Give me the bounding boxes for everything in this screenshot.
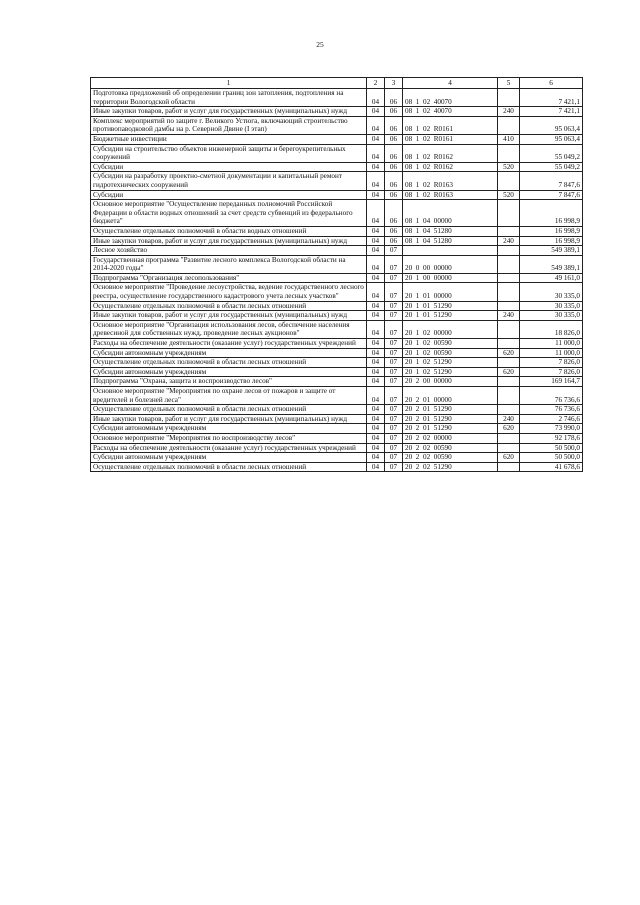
row-name-cell: Субсидии автономным учреждениям: [91, 348, 367, 358]
row-expense-type-cell: [498, 377, 520, 387]
row-name-cell: Осуществление отдельных полномочий в области лесных отношений: [91, 462, 367, 472]
row-name-cell: Подготовка предложений об определении границ зон затопления, подтопления на территории Вологодской области: [91, 89, 367, 107]
row-expense-type-cell: 620: [498, 453, 520, 463]
row-target-code-cell: 20 2 02 00590: [403, 443, 498, 453]
row-target-code-cell: 20 1 02 51290: [403, 358, 498, 368]
row-expense-type-cell: 620: [498, 424, 520, 434]
row-subsection-cell: 07: [385, 377, 403, 387]
row-target-code-cell: 08 1 02 40070: [403, 89, 498, 107]
table-row: [91, 144, 583, 162]
row-name-cell: Осуществление отдельных полномочий в области водных отношений: [91, 226, 367, 236]
row-amount-cell: 95 063,4: [520, 116, 583, 134]
row-name-cell: Основное мероприятие "Проведение лесоустройства, ведение государственного лесного реестра, осуществление государственного кадастрового учета лесных участков": [91, 283, 367, 301]
row-subsection-cell: 06: [385, 107, 403, 117]
row-target-code-cell: 08 1 02 R0161: [403, 134, 498, 144]
row-name-cell: Субсидии на строительство объектов инженерной защиты и берегоукрепительных сооружений: [91, 144, 367, 162]
row-subsection-cell: 06: [385, 190, 403, 200]
table-row: [91, 255, 583, 273]
row-amount-cell: 7 826,0: [520, 367, 583, 377]
row-amount-cell: 16 998,9: [520, 226, 583, 236]
row-subsection-cell: 06: [385, 200, 403, 227]
row-name-cell: Расходы на обеспечение деятельности (оказание услуг) государственных учреждений: [91, 339, 367, 349]
row-amount-cell: 95 063,4: [520, 134, 583, 144]
row-name-cell: Субсидии на разработку проектно-сметной документации и капитальный ремонт гидротехнических сооружений: [91, 172, 367, 190]
row-section-cell: 04: [367, 144, 385, 162]
table-row: [91, 424, 583, 434]
row-name-cell: Комплекс мероприятий по защите г. Великого Устюга, включающий строительство противопаводковой дамбы на р. Северной Двине (I этап): [91, 116, 367, 134]
row-target-code-cell: 20 2 02 51290: [403, 462, 498, 472]
row-subsection-cell: 06: [385, 172, 403, 190]
row-section-cell: 04: [367, 255, 385, 273]
column-header-target-code: 4: [403, 78, 498, 89]
row-name-cell: Основное мероприятие "Организация использования лесов, обеспечение населения древесиной для собственных нужд, проведение лесных аукционов": [91, 320, 367, 338]
table-row: [91, 311, 583, 321]
row-subsection-cell: 07: [385, 453, 403, 463]
row-name-cell: Основное мероприятие "Осуществление переданных полномочий Российской Федерации в области водных отношений за счет средств субвенций из федерального бюджета": [91, 200, 367, 227]
row-target-code-cell: 08 1 02 R0161: [403, 116, 498, 134]
row-amount-cell: 11 000,0: [520, 339, 583, 349]
row-amount-cell: 49 161,0: [520, 273, 583, 283]
row-section-cell: 04: [367, 462, 385, 472]
row-name-cell: Иные закупки товаров, работ и услуг для государственных (муниципальных) нужд: [91, 236, 367, 246]
table-row: [91, 405, 583, 415]
row-name-cell: Бюджетные инвестиции: [91, 134, 367, 144]
table-row: [91, 414, 583, 424]
row-name-cell: Лесное хозяйство: [91, 246, 367, 256]
row-target-code-cell: 20 2 01 51290: [403, 405, 498, 415]
row-name-cell: Субсидии автономным учреждениям: [91, 453, 367, 463]
row-amount-cell: 55 049,2: [520, 144, 583, 162]
row-target-code-cell: 20 2 00 00000: [403, 377, 498, 387]
row-target-code-cell: 20 2 01 51290: [403, 414, 498, 424]
row-target-code-cell: 20 2 01 51290: [403, 424, 498, 434]
row-amount-cell: 30 335,0: [520, 311, 583, 321]
row-target-code-cell: 08 1 02 40070: [403, 107, 498, 117]
row-section-cell: 04: [367, 190, 385, 200]
row-expense-type-cell: [498, 172, 520, 190]
row-section-cell: 04: [367, 273, 385, 283]
row-expense-type-cell: [498, 405, 520, 415]
column-header-amount: 6: [520, 78, 583, 89]
table-row: [91, 453, 583, 463]
row-name-cell: Субсидии: [91, 190, 367, 200]
row-amount-cell: 50 500,0: [520, 453, 583, 463]
row-section-cell: 04: [367, 311, 385, 321]
row-expense-type-cell: 240: [498, 311, 520, 321]
row-section-cell: 04: [367, 107, 385, 117]
row-subsection-cell: 07: [385, 405, 403, 415]
table-body: [91, 89, 583, 472]
row-subsection-cell: 07: [385, 462, 403, 472]
table-row: [91, 462, 583, 472]
row-name-cell: Основное мероприятие "Мероприятия по воспроизводству лесов": [91, 433, 367, 443]
table-row: [91, 172, 583, 190]
row-section-cell: 04: [367, 301, 385, 311]
row-section-cell: 04: [367, 116, 385, 134]
row-subsection-cell: 07: [385, 414, 403, 424]
table-row: [91, 367, 583, 377]
row-amount-cell: 7 847,6: [520, 172, 583, 190]
table-row: [91, 162, 583, 172]
table-row: [91, 301, 583, 311]
row-subsection-cell: 06: [385, 144, 403, 162]
row-subsection-cell: 07: [385, 246, 403, 256]
row-expense-type-cell: [498, 339, 520, 349]
row-section-cell: 04: [367, 443, 385, 453]
row-section-cell: 04: [367, 172, 385, 190]
table-row: [91, 348, 583, 358]
row-amount-cell: 169 164,7: [520, 377, 583, 387]
row-expense-type-cell: 620: [498, 348, 520, 358]
row-expense-type-cell: [498, 226, 520, 236]
row-subsection-cell: 07: [385, 387, 403, 405]
row-target-code-cell: 20 1 01 00000: [403, 283, 498, 301]
row-amount-cell: 18 826,0: [520, 320, 583, 338]
row-amount-cell: 2 746,6: [520, 414, 583, 424]
row-target-code-cell: 08 1 02 R0163: [403, 190, 498, 200]
row-name-cell: Основное мероприятие "Мероприятия по охране лесов от пожаров и защите от вредителей и болезней леса": [91, 387, 367, 405]
row-amount-cell: 16 998,9: [520, 200, 583, 227]
row-amount-cell: 30 335,0: [520, 301, 583, 311]
table-row: [91, 339, 583, 349]
row-expense-type-cell: 410: [498, 134, 520, 144]
row-expense-type-cell: [498, 301, 520, 311]
row-section-cell: 04: [367, 377, 385, 387]
row-target-code-cell: 08 1 02 R0163: [403, 172, 498, 190]
row-amount-cell: 92 178,6: [520, 433, 583, 443]
row-subsection-cell: 06: [385, 134, 403, 144]
row-expense-type-cell: [498, 433, 520, 443]
row-subsection-cell: 06: [385, 89, 403, 107]
column-header-section: 2: [367, 78, 385, 89]
row-expense-type-cell: 520: [498, 162, 520, 172]
row-section-cell: 04: [367, 348, 385, 358]
table-row: [91, 107, 583, 117]
row-expense-type-cell: [498, 462, 520, 472]
row-target-code-cell: 20 1 02 00590: [403, 339, 498, 349]
row-subsection-cell: 07: [385, 339, 403, 349]
row-target-code-cell: 20 1 02 00000: [403, 320, 498, 338]
row-target-code-cell: 20 2 02 00000: [403, 433, 498, 443]
table-row: [91, 283, 583, 301]
row-target-code-cell: 08 1 02 R0162: [403, 144, 498, 162]
row-subsection-cell: 07: [385, 255, 403, 273]
row-target-code-cell: 08 1 02 R0162: [403, 162, 498, 172]
row-expense-type-cell: [498, 283, 520, 301]
row-section-cell: 04: [367, 89, 385, 107]
row-subsection-cell: 07: [385, 301, 403, 311]
row-section-cell: 04: [367, 414, 385, 424]
row-name-cell: Осуществление отдельных полномочий в области лесных отношений: [91, 405, 367, 415]
row-amount-cell: 41 678,6: [520, 462, 583, 472]
row-target-code-cell: 20 1 00 00000: [403, 273, 498, 283]
row-amount-cell: 55 049,2: [520, 162, 583, 172]
row-amount-cell: 7 421,1: [520, 89, 583, 107]
row-subsection-cell: 07: [385, 320, 403, 338]
row-target-code-cell: 20 1 02 51290: [403, 367, 498, 377]
row-subsection-cell: 07: [385, 367, 403, 377]
table-row: [91, 377, 583, 387]
row-section-cell: 04: [367, 367, 385, 377]
row-name-cell: Подпрограмма "Организация лесопользования": [91, 273, 367, 283]
row-name-cell: Государственная программа "Развитие лесного комплекса Вологодской области на 2014-2020 годы": [91, 255, 367, 273]
row-expense-type-cell: [498, 273, 520, 283]
table-row: [91, 246, 583, 256]
row-subsection-cell: 07: [385, 433, 403, 443]
row-name-cell: Осуществление отдельных полномочий в области лесных отношений: [91, 358, 367, 368]
row-target-code-cell: 20 0 00 00000: [403, 255, 498, 273]
row-amount-cell: 16 998,9: [520, 236, 583, 246]
table-row: [91, 116, 583, 134]
table-row: [91, 134, 583, 144]
table-row: [91, 190, 583, 200]
column-header-name: 1: [91, 78, 367, 89]
row-section-cell: 04: [367, 200, 385, 227]
row-target-code-cell: 08 1 04 00000: [403, 200, 498, 227]
row-name-cell: Подпрограмма "Охрана, защита и воспроизводство лесов": [91, 377, 367, 387]
column-header-subsection: 3: [385, 78, 403, 89]
row-name-cell: Иные закупки товаров, работ и услуг для государственных (муниципальных) нужд: [91, 107, 367, 117]
row-amount-cell: 76 736,6: [520, 387, 583, 405]
page-number: 25: [316, 40, 324, 49]
row-name-cell: Субсидии: [91, 162, 367, 172]
row-expense-type-cell: [498, 246, 520, 256]
table-row: [91, 226, 583, 236]
column-header-expense-type: 5: [498, 78, 520, 89]
row-target-code-cell: 20 2 02 00590: [403, 453, 498, 463]
table-row: [91, 200, 583, 227]
row-section-cell: 04: [367, 358, 385, 368]
row-name-cell: Иные закупки товаров, работ и услуг для государственных (муниципальных) нужд: [91, 311, 367, 321]
row-expense-type-cell: [498, 387, 520, 405]
row-subsection-cell: 07: [385, 283, 403, 301]
table-row: [91, 443, 583, 453]
row-expense-type-cell: [498, 89, 520, 107]
row-amount-cell: 30 335,0: [520, 283, 583, 301]
row-amount-cell: 76 736,6: [520, 405, 583, 415]
row-expense-type-cell: 520: [498, 190, 520, 200]
row-section-cell: 04: [367, 405, 385, 415]
table-row: [91, 320, 583, 338]
row-subsection-cell: 06: [385, 116, 403, 134]
row-subsection-cell: 07: [385, 348, 403, 358]
row-amount-cell: 73 990,0: [520, 424, 583, 434]
row-expense-type-cell: [498, 200, 520, 227]
budget-table: [90, 77, 583, 472]
table-row: [91, 433, 583, 443]
row-expense-type-cell: 620: [498, 367, 520, 377]
row-amount-cell: 549 389,1: [520, 246, 583, 256]
row-name-cell: Субсидии автономным учреждениям: [91, 367, 367, 377]
row-section-cell: 04: [367, 162, 385, 172]
row-expense-type-cell: 240: [498, 236, 520, 246]
row-target-code-cell: 08 1 04 51280: [403, 236, 498, 246]
table-row: [91, 358, 583, 368]
row-amount-cell: 549 389,1: [520, 255, 583, 273]
row-subsection-cell: 07: [385, 443, 403, 453]
row-amount-cell: 7 847,6: [520, 190, 583, 200]
table-row: [91, 236, 583, 246]
row-section-cell: 04: [367, 236, 385, 246]
row-subsection-cell: 07: [385, 311, 403, 321]
row-section-cell: 04: [367, 433, 385, 443]
row-amount-cell: 7 826,0: [520, 358, 583, 368]
row-target-code-cell: 20 2 01 00000: [403, 387, 498, 405]
table-row: [91, 387, 583, 405]
row-target-code-cell: 08 1 04 51280: [403, 226, 498, 236]
row-expense-type-cell: [498, 443, 520, 453]
row-subsection-cell: 07: [385, 358, 403, 368]
table-row: [91, 89, 583, 107]
row-section-cell: 04: [367, 387, 385, 405]
row-subsection-cell: 06: [385, 226, 403, 236]
row-expense-type-cell: 240: [498, 414, 520, 424]
row-name-cell: Иные закупки товаров, работ и услуг для государственных (муниципальных) нужд: [91, 414, 367, 424]
row-name-cell: Субсидии автономным учреждениям: [91, 424, 367, 434]
row-section-cell: 04: [367, 320, 385, 338]
row-target-code-cell: 20 1 01 51290: [403, 301, 498, 311]
row-subsection-cell: 06: [385, 236, 403, 246]
row-name-cell: Расходы на обеспечение деятельности (оказание услуг) государственных учреждений: [91, 443, 367, 453]
row-section-cell: 04: [367, 339, 385, 349]
row-amount-cell: 11 000,0: [520, 348, 583, 358]
row-expense-type-cell: [498, 144, 520, 162]
row-section-cell: 04: [367, 424, 385, 434]
row-expense-type-cell: [498, 358, 520, 368]
row-section-cell: 04: [367, 246, 385, 256]
row-amount-cell: 7 421,1: [520, 107, 583, 117]
row-target-code-cell: [403, 246, 498, 256]
row-expense-type-cell: [498, 116, 520, 134]
row-section-cell: 04: [367, 283, 385, 301]
row-section-cell: 04: [367, 226, 385, 236]
row-target-code-cell: 20 1 01 51290: [403, 311, 498, 321]
row-name-cell: Осуществление отдельных полномочий в области лесных отношений: [91, 301, 367, 311]
row-subsection-cell: 06: [385, 162, 403, 172]
row-subsection-cell: 07: [385, 424, 403, 434]
table-row: [91, 273, 583, 283]
table-header-row: [91, 78, 583, 89]
row-expense-type-cell: 240: [498, 107, 520, 117]
row-expense-type-cell: [498, 255, 520, 273]
row-amount-cell: 50 500,0: [520, 443, 583, 453]
row-section-cell: 04: [367, 134, 385, 144]
row-section-cell: 04: [367, 453, 385, 463]
row-subsection-cell: 07: [385, 273, 403, 283]
row-expense-type-cell: [498, 320, 520, 338]
row-target-code-cell: 20 1 02 00590: [403, 348, 498, 358]
